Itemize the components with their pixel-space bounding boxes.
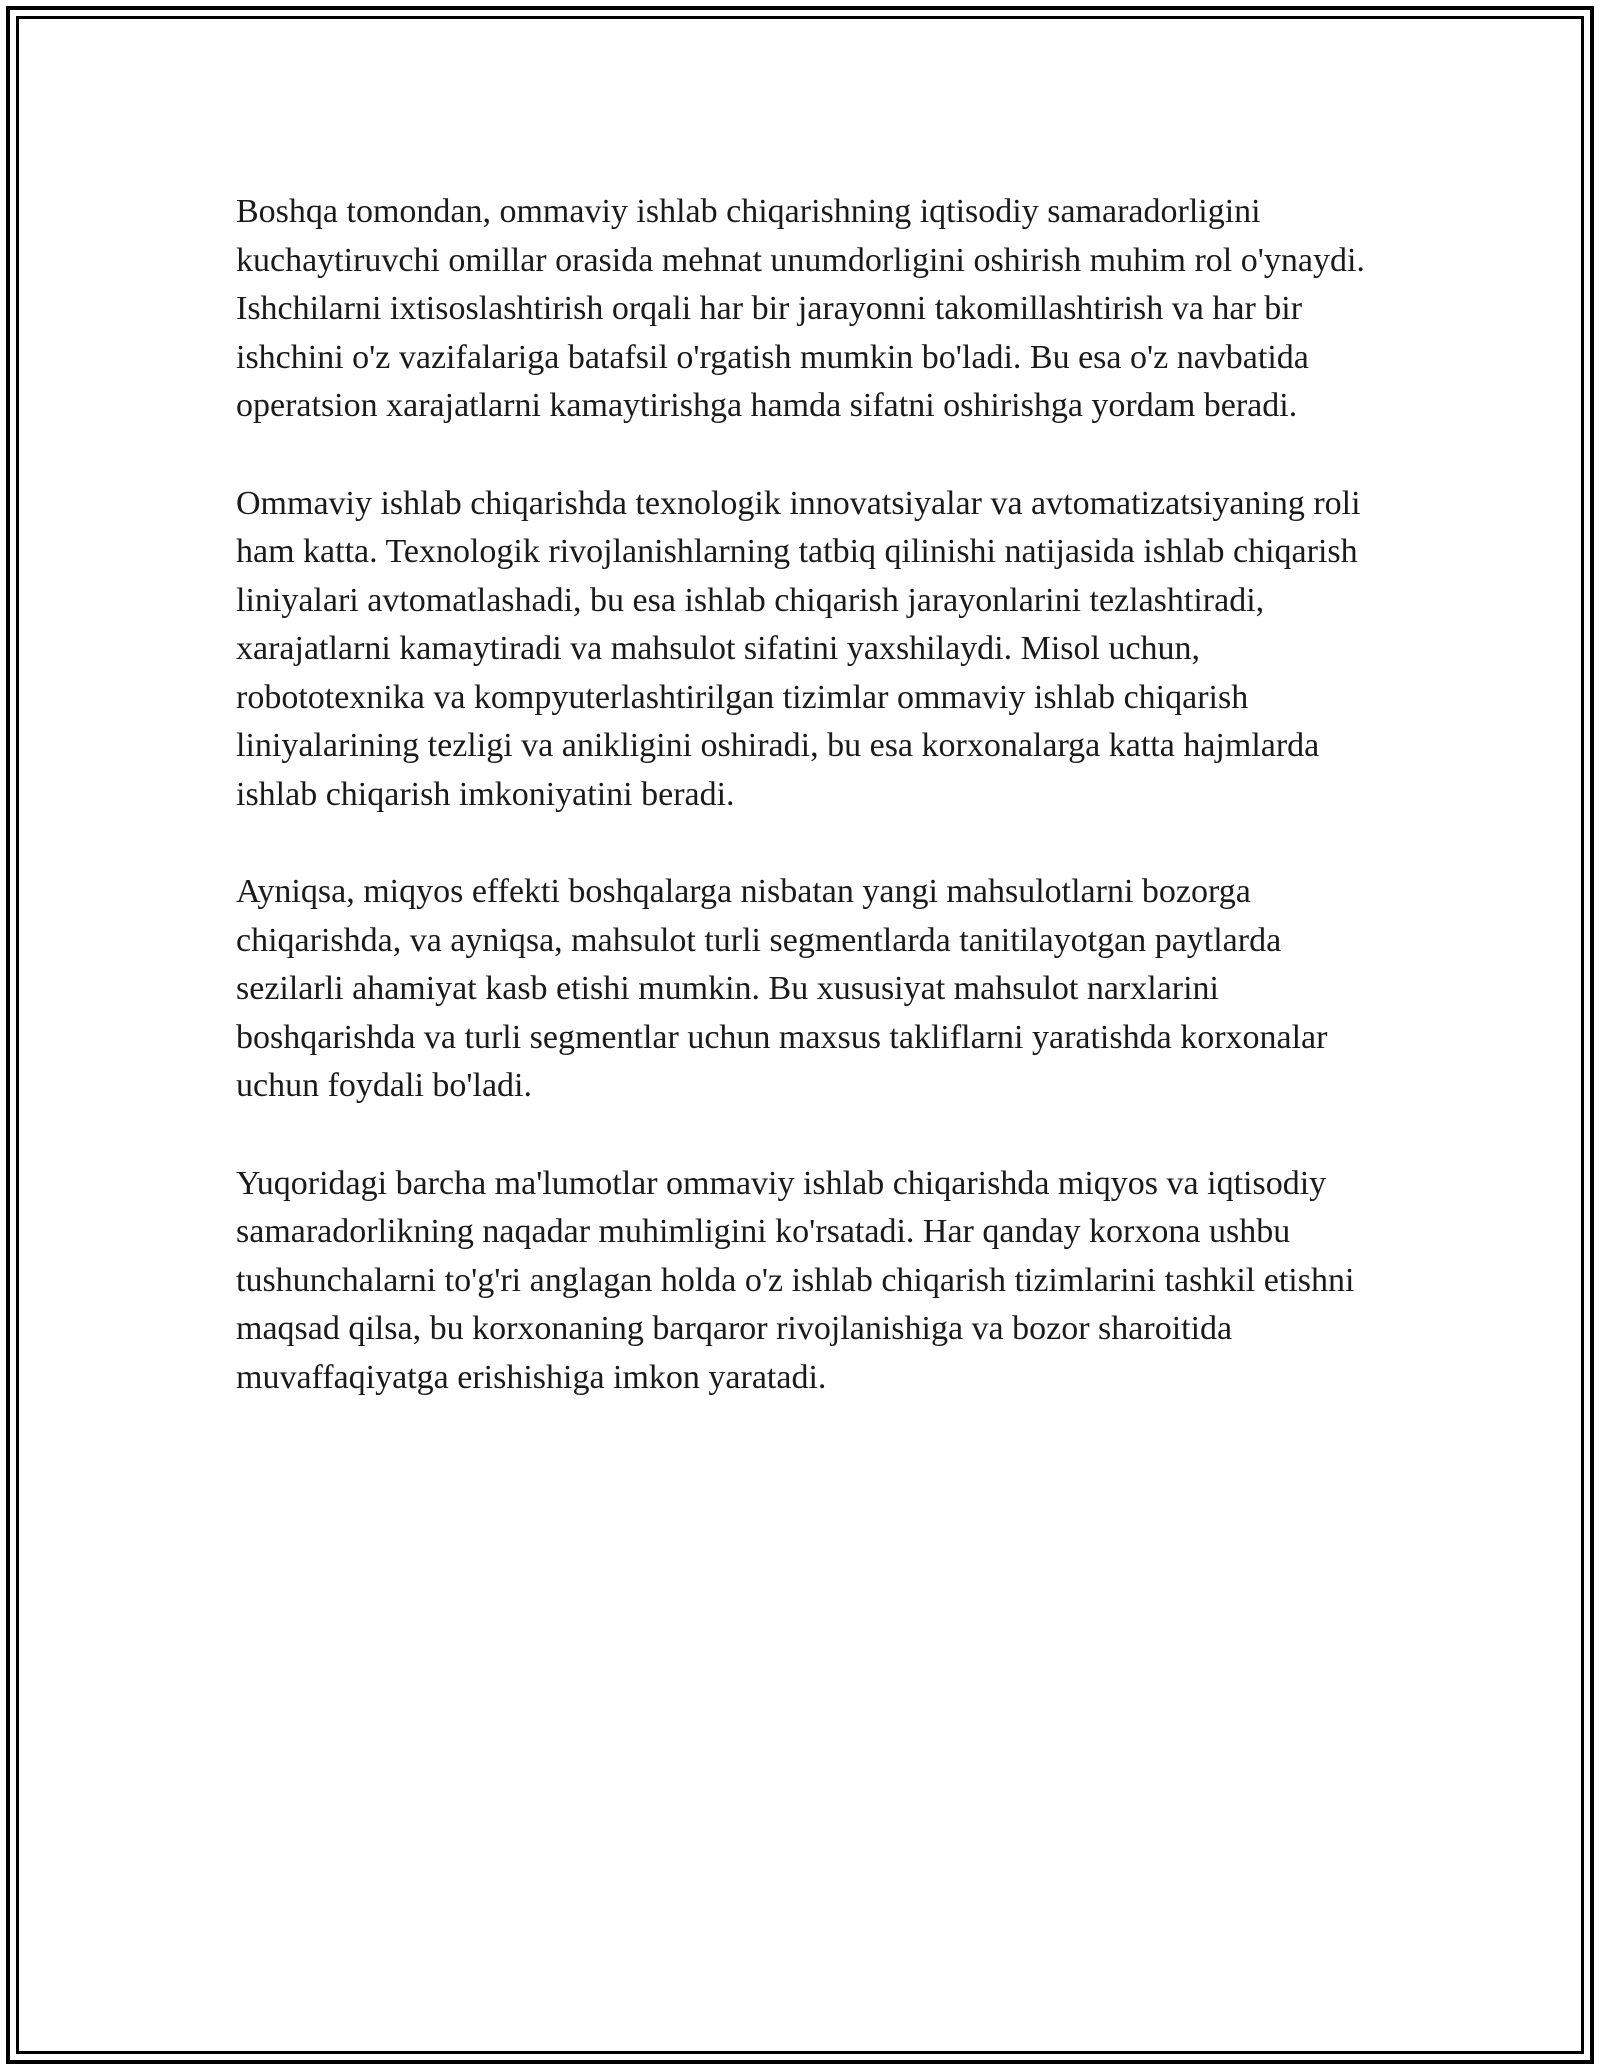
paragraph: Boshqa tomondan, ommaviy ishlab chiqarishning iqtisodiy samaradorligini kuchaytiruvchi omillar orasida mehnat unumdorligini oshirish muhim rol o'ynaydi. Ishchilarni ixtisoslashtirish orqali har bir jarayonni takomillashtirish va har bir ishchini o'z vazifalariga batafsil o'rgatish mumkin bo'ladi. Bu esa o'z navbatida operatsion xarajatlarni kamaytirishga hamda sifatni oshirishga yordam beradi. — [236, 193, 1365, 424]
paragraph: Ommaviy ishlab chiqarishda texnologik innovatsiyalar va avtomatizatsiyaning roli ham katta. Texnologik rivojlanishlarning tatbiq qilinishi natijasida ishlab chiqarish liniyalari avtomatlashadi, bu esa ishlab chiqarish jarayonlarini tezlashtiradi, xarajatlarni kamaytiradi va mahsulot sifatini yaxshilaydi. Misol uchun, robototexnika va kompyuterlashtirilgan tizimlar ommaviy ishlab chiqarish liniyalarining tezligi va anikligini oshiradi, bu esa korxonalarga katta hajmlarda ishlab chiqarish imkoniyatini beradi. — [236, 484, 1361, 813]
paragraph: Ayniqsa, miqyos effekti boshqalarga nisbatan yangi mahsulotlarni bozorga chiqarishda, va ayniqsa, mahsulot turli segmentlarda tanitilayotgan paytlarda sezilarli ahamiyat kasb etishi mumkin. Bu xususiyat mahsulot narxlarini boshqarishda va turli segmentlar uchun maxsus takliflarni yaratishda korxonalar uchun foydali bo'ladi. — [236, 873, 1328, 1104]
document-body — [236, 188, 1366, 1451]
paragraph: Yuqoridagi barcha ma'lumotlar ommaviy ishlab chiqarishda miqyos va iqtisodiy samaradorlikning naqadar muhimligini ko'rsatadi. Har qanday korxona ushbu tushunchalarni to'g'ri anglagan holda o'z ishlab chiqarish tizimlarini tashkil etishni maqsad qilsa, bu korxonaning barqaror rivojlanishiga va bozor sharoitida muvaffaqiyatga erishishiga imkon yaratadi. — [236, 1164, 1355, 1396]
